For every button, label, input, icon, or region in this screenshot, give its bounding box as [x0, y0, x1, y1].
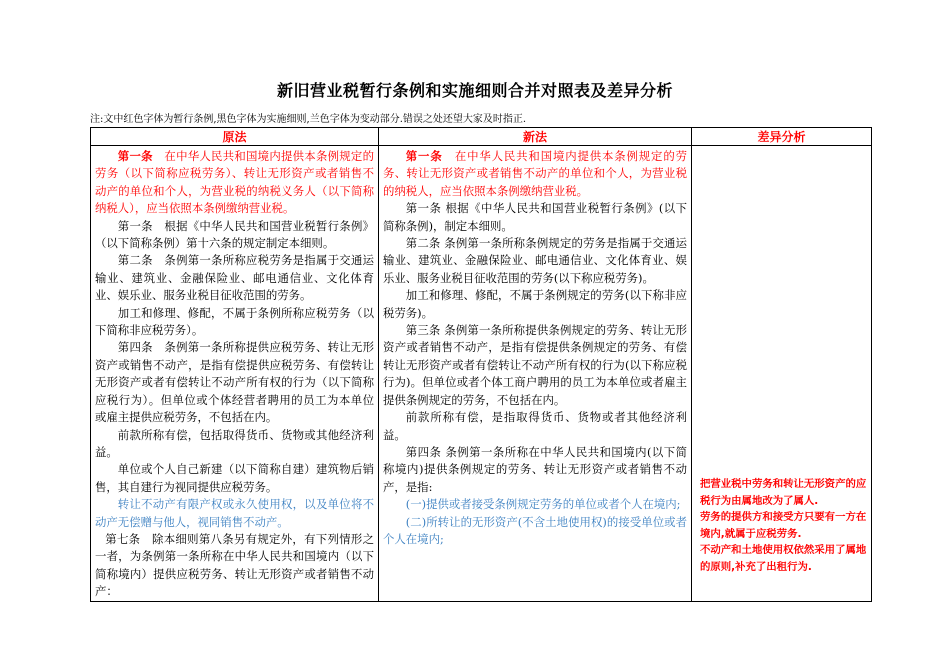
- new-paragraph: 第二条 条例第一条所称条例规定的劳务是指属于交通运输业、建筑业、金融保险业、邮电通信业、文化体育业、娱乐业、服务业税目征收范围的劳务(以下称应税劳务)。: [383, 236, 687, 285]
- old-paragraph: 前款所称有偿，包括取得货币、货物或其他经济利益。: [95, 427, 374, 459]
- old-law-cell: [91, 146, 379, 602]
- color-note: 注:文中红色字体为暂行条例,黑色字体为实施细则,兰色字体为变动部分.错误之处还望大家及时指正.: [90, 114, 527, 125]
- old-article-1-lead: 第一条: [117, 149, 153, 163]
- diff-analysis-cell: [692, 146, 872, 602]
- new-law-cell: [379, 146, 692, 602]
- diff-line: 不动产和土地使用权依然采用了属地的原则,补充了出租行为.: [700, 544, 867, 573]
- table-row: [91, 146, 872, 602]
- old-changed-paragraph: 转让不动产有限产权或永久使用权，以及单位将不动产无偿赠与他人，视同销售不动产。: [95, 497, 374, 529]
- new-paragraph: 前款所称有偿，是指取得货币、货物或者其他经济利益。: [383, 410, 687, 442]
- old-paragraph: 单位或个人自己新建（以下简称自建）建筑物后销售，其自建行为视同提供应税劳务。: [95, 462, 374, 494]
- diff-analysis-text: [700, 476, 872, 575]
- header-old-law: 原法: [91, 128, 379, 146]
- table-header-row: [91, 128, 872, 146]
- new-paragraph: 第三条 条例第一条所称提供条例规定的劳务、转让无形资产或者销售不动产，是指有偿提供条例规定的劳务、有偿转让无形资产或者有偿转让不动产所有权的行为(以下称应税行为)。但单位或者个体工商户聘用的员工为本单位或者雇主提供条例规定的劳务，不包括在内。: [383, 323, 687, 407]
- page-title: 新旧营业税暂行条例和实施细则合并对照表及差异分析: [276, 81, 673, 100]
- diff-line: 把营业税中劳务和转让无形资产的应税行为由属地改为了属人.: [700, 478, 867, 507]
- old-article-1-body: 在中华人民共和国境内提供本条例规定的劳务（以下简称应税劳务）、转让无形资产或者销售不动产的单位和个人，为营业税的纳税义务人（以下简称纳税人），应当依照本条例缴纳营业税。: [95, 149, 374, 216]
- new-article-1-body: 在中华人民共和国境内提供本条例规定的劳务、转让无形资产或者销售不动产的单位和个人，为营业税的纳税人，应当依照本条例缴纳营业税。: [383, 149, 687, 198]
- comparison-table: [90, 127, 872, 602]
- old-paragraph: 加工和修理、修配，不属于条例所称应税劳务（以下简称非应税劳务）。: [95, 305, 374, 338]
- old-paragraph: 第七条 除本细则第八条另有规定外，有下列情形之一者，为条例第一条所称在中华人民共和国境内（以下简称境内）提供应税劳务、转让无形资产或者销售不动产：: [95, 531, 374, 599]
- new-paragraph: 加工和修理、修配，不属于条例规定的劳务(以下称非应税劳务)。: [383, 288, 687, 320]
- old-paragraph: 第四条 条例第一条所称提供应税劳务、转让无形资产或销售不动产，是指有偿提供应税劳务、有偿转让无形资产或者有偿转让不动产所有权的行为（以下简称应税行为）。但单位或个体经营者聘用的员工为本单位或雇主提供应税劳务，不包括在内。: [95, 340, 374, 425]
- diff-line: 劳务的提供方和接受方只要有一方在境内,就属于应税劳务.: [700, 511, 867, 540]
- new-changed-paragraph: (二)所转让的无形资产(不含土地使用权)的接受单位或者个人在境内;: [383, 514, 687, 546]
- old-paragraph: 第一条 根据《中华人民共和国营业税暂行条例》（以下简称条例）第十六条的规定制定本细则。: [95, 218, 374, 251]
- header-new-law: 新法: [379, 128, 692, 146]
- new-article-1: [383, 148, 687, 200]
- new-article-1-lead: 第一条: [405, 149, 443, 163]
- old-article-1: [95, 148, 374, 218]
- old-paragraph: 第二条 条例第一条所称应税劳务是指属于交通运输业、建筑业、金融保险业、邮电通信业、文化体育业、娱乐业、服务业税目征收范围的劳务。: [95, 253, 374, 303]
- header-diff-analysis: 差异分析: [692, 128, 872, 146]
- new-paragraph: 第四条 条例第一条所称在中华人民共和国境内(以下简称境内)提供条例规定的劳务、转让无形资产或者销售不动产，是指:: [383, 444, 687, 494]
- new-changed-paragraph: (一)提供或者接受条例规定劳务的单位或者个人在境内;: [405, 497, 681, 512]
- new-paragraph: 第一条 根据《中华人民共和国营业税暂行条例》(以下简称条例)，制定本细则。: [383, 201, 687, 233]
